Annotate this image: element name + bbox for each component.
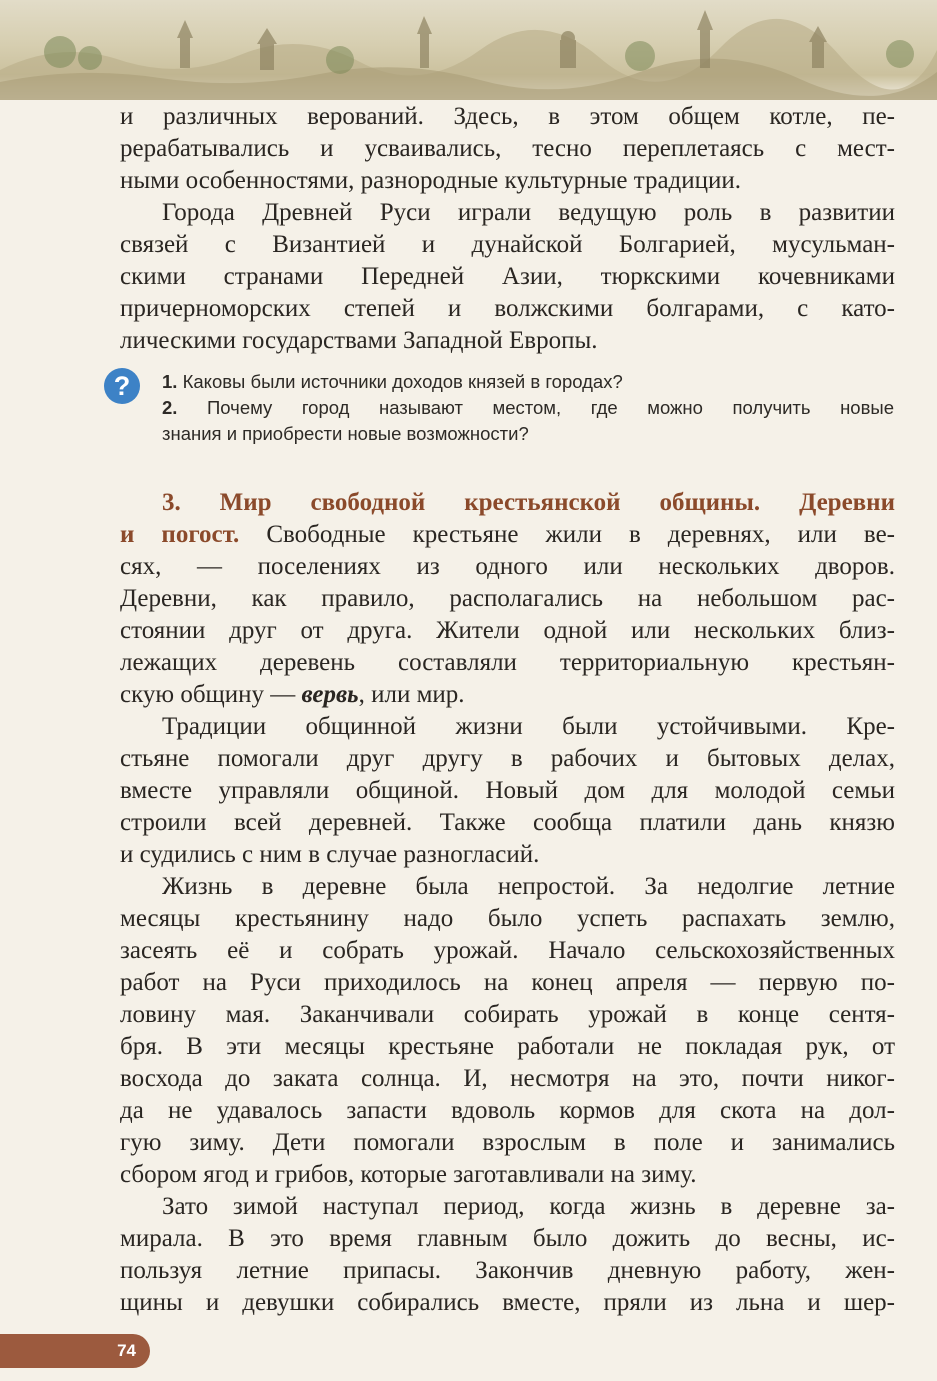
text-line: лическими государствами Западной Европы. [120, 327, 598, 354]
text-line: пользуя летние припасы. Закончив дневную работу, жен- [120, 1257, 895, 1284]
header-illustration [0, 0, 937, 100]
text-line: рерабатывались и усваивались, тесно переплетаясь с мест- [120, 135, 895, 162]
intro-text [120, 101, 895, 357]
text-line: засеять её и собрать урожай. Начало сельскохозяйственных [120, 937, 895, 964]
text-line: работ на Руси приходилось на конец апреля — первую по- [120, 969, 895, 996]
text-line: связей с Византией и дунайской Болгарией, мусульман- [120, 231, 895, 258]
text-line: вместе управляли общиной. Новый дом для молодой семьи [120, 777, 895, 804]
text-line: скими странами Передней Азии, тюркскими кочевниками [120, 263, 895, 290]
text-line: Деревни, как правило, располагались на небольшом рас- [120, 585, 895, 612]
text-line: щины и девушки собирались вместе, пряли из льна и шер- [120, 1289, 895, 1316]
text-line: и погост. Свободные крестьяне жили в деревнях, или ве- [120, 521, 895, 548]
text-line: сбором ягод и грибов, которые заготавливали на зиму. [120, 1161, 697, 1188]
section-heading: 3. Мир свободной крестьянской общины. Деревни [162, 489, 895, 516]
review-questions [162, 369, 894, 447]
text-line: гую зиму. Дети помогали взрослым в поле и занимались [120, 1129, 895, 1156]
question-mark-icon: ? [104, 368, 140, 404]
page-number: 74 [117, 1341, 136, 1360]
text-line: мирала. В это время главным было дожить до весны, ис- [120, 1225, 895, 1252]
page-number-tab [0, 1334, 150, 1368]
text-line: и различных верований. Здесь, в этом общем котле, пе- [120, 103, 895, 130]
text-line: Зато зимой наступал период, когда жизнь в деревне за- [162, 1193, 895, 1220]
text-line: бря. В эти месяцы крестьяне работали не покладая рук, от [120, 1033, 895, 1060]
text-line: лежащих деревень составляли территориальную крестьян- [120, 649, 895, 676]
section-3-text [120, 487, 895, 1319]
text-line: причерноморских степей и волжскими болгарами, с като- [120, 295, 895, 322]
text-line: Жизнь в деревне была непростой. За недолгие летние [162, 873, 895, 900]
text-line: ловину мая. Заканчивали собирать урожай в конце сентя- [120, 1001, 895, 1028]
text-line: Города Древней Руси играли ведущую роль в развитии [162, 199, 895, 226]
text-line: скую общину — вервь, или мир. [120, 681, 465, 708]
text-line: стьяне помогали друг другу в рабочих и бытовых делах, [120, 745, 895, 772]
question-1: 1. Каковы были источники доходов князей в городах? [162, 371, 623, 392]
text-line: сях, — поселениях из одного или нескольких дворов. [120, 553, 895, 580]
text-line: ными особенностями, разнородные культурные традиции. [120, 167, 742, 194]
section-heading-continued: и погост. [120, 521, 240, 548]
text-line: месяцы крестьянину надо было успеть распахать землю, [120, 905, 895, 932]
text-line: да не удавалось запасти вдоволь кормов для скота на дол- [120, 1097, 895, 1124]
term-verv: вервь [301, 681, 359, 708]
text-line: строили всей деревней. Также сообща платили дань князю [120, 809, 895, 836]
text-line: восхода до заката солнца. И, несмотря на это, почти никог- [120, 1065, 895, 1092]
text-line: Традиции общинной жизни были устойчивыми. Кре- [162, 713, 895, 740]
question-2-continued: знания и приобрести новые возможности? [162, 423, 529, 444]
question-2: 2. Почему город называют местом, где можно получить новые [162, 397, 894, 418]
text-line: и судились с ним в случае разногласий. [120, 841, 540, 868]
text-line: стоянии друг от друга. Жители одной или нескольких близ- [120, 617, 895, 644]
